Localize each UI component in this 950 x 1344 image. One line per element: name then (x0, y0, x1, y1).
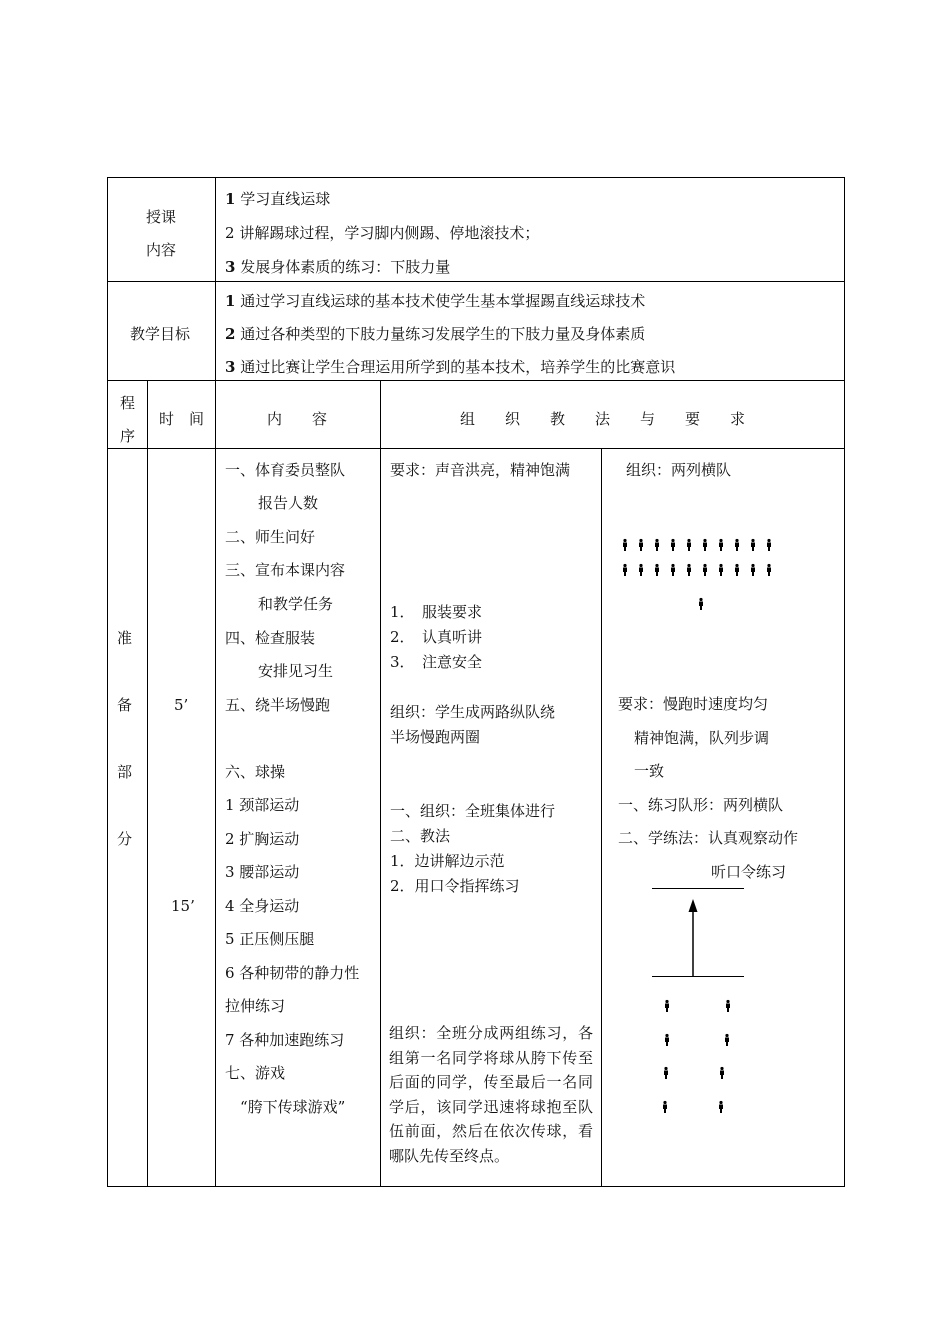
method-numbered-1: 1． 服装要求 (390, 603, 483, 621)
run-req-line-1: 要求：慢跑时速度均匀 (618, 695, 769, 713)
practice-line-3: 听口令练习 (711, 863, 787, 881)
game-org-text: 组织：全班分成两组练习，各组第一名同学将球从胯下传至后面的同学，传至最后一名同学后，该同学迅速将球抱至队伍前面，然后在依次传球，看哪队先传至终点。 (389, 1024, 593, 1165)
method-numbered-3: 3． 注意安全 (390, 653, 483, 671)
content-line: 3 腰部运动 (225, 863, 300, 881)
content-line: 7 各种加速跑练习 (225, 1031, 345, 1049)
practice-line-1: 一、练习队形：两列横队 (618, 796, 784, 814)
method-numbered-2: 2． 认真听讲 (390, 628, 483, 646)
section-char-1: 准 (117, 629, 133, 647)
section-char-3: 部 (117, 763, 133, 781)
content-line: “胯下传球游戏” (240, 1098, 346, 1116)
teaching-content-label-1: 授课 (146, 208, 177, 226)
teaching-content-label-2: 内容 (146, 241, 177, 259)
teaching-goals-label: 教学目标 (130, 325, 191, 343)
goal-item-2: 2 通过各种类型的下肢力量练习发展学生的下肢力量及身体素质 (225, 325, 646, 343)
ball-org-line-3: 1．边讲解边示范 (390, 852, 505, 870)
run-org-line-2: 半场慢跑两圈 (390, 728, 481, 746)
content-line: 二、师生问好 (225, 528, 316, 546)
time-15: 15’ (171, 897, 195, 915)
content-line: 五、绕半场慢跑 (225, 696, 331, 714)
header-sequence-2: 序 (120, 427, 136, 445)
header-content: 内 容 (267, 410, 328, 428)
section-char-4: 分 (117, 830, 133, 848)
content-line: 和教学任务 (258, 595, 334, 613)
run-req-line-2: 精神饱满，队列步调 (634, 729, 770, 747)
formation-title: 组织：两列横队 (626, 461, 732, 479)
content-line: 七、游戏 (225, 1064, 286, 1082)
content-line: 2 扩胸运动 (225, 830, 300, 848)
section-char-2: 备 (117, 696, 133, 714)
content-line: 报告人数 (258, 494, 319, 512)
content-line: 一、体育委员整队 (225, 461, 346, 479)
content-item-2: 2 讲解踢球过程，学习脚内侧踢、停地滚技术； (225, 224, 540, 242)
content-line: 6 各种韧带的静力性 (225, 964, 360, 982)
content-item-3: 3 发展身体素质的练习：下肢力量 (225, 258, 451, 276)
run-org-line-1: 组织：学生成两路纵队绕 (390, 703, 556, 721)
ball-org-line-4: 2．用口令指挥练习 (390, 877, 520, 895)
header-method: 组 织 教 法 与 要 求 (460, 410, 746, 428)
content-line: 六、球操 (225, 763, 286, 781)
goal-item-3: 3 通过比赛让学生合理运用所学到的基本技术，培养学生的比赛意识 (225, 358, 676, 376)
content-line: 1 颈部运动 (225, 796, 300, 814)
practice-line-2: 二、学练法：认真观察动作 (618, 829, 799, 847)
time-5: 5’ (174, 696, 189, 714)
content-line: 5 正压侧压腿 (225, 930, 315, 948)
header-time: 时 间 (159, 410, 205, 428)
ball-org-line-2: 二、教法 (390, 827, 451, 845)
content-line: 拉伸练习 (225, 997, 286, 1015)
header-sequence-1: 程 (120, 394, 136, 412)
method-requirement: 要求：声音洪亮，精神饱满 (390, 461, 571, 479)
content-item-1: 1 学习直线运球 (225, 190, 331, 208)
content-line: 安排见习生 (258, 662, 334, 680)
goal-item-1: 1 通过学习直线运球的基本技术使学生基本掌握踢直线运球技术 (225, 292, 646, 310)
content-line: 四、检查服装 (225, 629, 316, 647)
run-req-line-3: 一致 (634, 762, 665, 780)
ball-org-line-1: 一、组织：全班集体进行 (390, 802, 556, 820)
content-line: 三、宣布本课内容 (225, 561, 346, 579)
content-line: 4 全身运动 (225, 897, 300, 915)
